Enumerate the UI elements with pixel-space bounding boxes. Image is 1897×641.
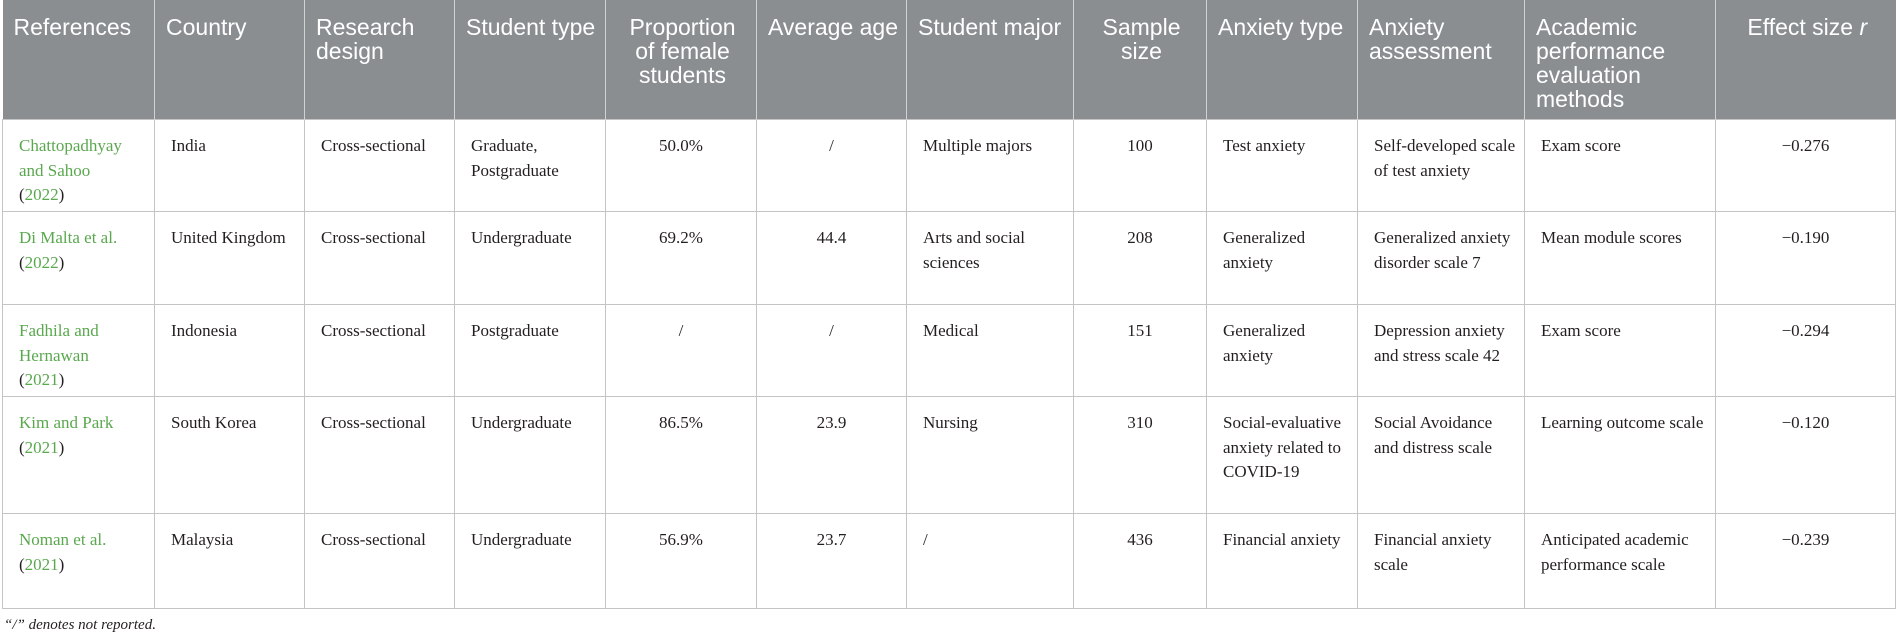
effect-size-cell: −0.120: [1716, 397, 1896, 514]
effect-size-cell: −0.294: [1716, 305, 1896, 397]
major-cell: Arts and social sciences: [907, 212, 1074, 305]
evaluation-cell: Exam score: [1525, 120, 1716, 212]
country-cell: United Kingdom: [155, 212, 305, 305]
student-type-cell: Undergraduate: [455, 212, 606, 305]
design-cell: Cross-sectional: [305, 305, 455, 397]
header-row: [3, 0, 1896, 120]
col-header-student-type: Student type: [455, 0, 606, 120]
anxiety-assessment-cell: Financial anxiety scale: [1358, 514, 1525, 609]
evaluation-cell: Anticipated academic performance scale: [1525, 514, 1716, 609]
reference-cell: Fadhila and Hernawan (2021): [3, 305, 155, 397]
col-header-anxiety-type: Anxiety type: [1207, 0, 1358, 120]
reference-link[interactable]: Fadhila and Hernawan: [19, 321, 99, 365]
col-header-evaluation-methods: Academic performance evaluation methods: [1525, 0, 1716, 120]
col-header-student-major: Student major: [907, 0, 1074, 120]
female-proportion-cell: /: [606, 305, 757, 397]
major-cell: /: [907, 514, 1074, 609]
col-header-research-design: Research design: [305, 0, 455, 120]
sample-size-cell: 151: [1074, 305, 1207, 397]
anxiety-assessment-cell: Social Avoidance and distress scale: [1358, 397, 1525, 514]
table-row: [3, 120, 1896, 212]
sample-size-cell: 310: [1074, 397, 1207, 514]
reference-year-link[interactable]: 2021: [24, 554, 59, 574]
table-row: [3, 305, 1896, 397]
table-footnote: “/” denotes not reported.: [4, 617, 156, 633]
design-cell: Cross-sectional: [305, 397, 455, 514]
major-cell: Multiple majors: [907, 120, 1074, 212]
anxiety-type-cell: Test anxiety: [1207, 120, 1358, 212]
table-row: [3, 397, 1896, 514]
anxiety-assessment-cell: Generalized anxiety disorder scale 7: [1358, 212, 1525, 305]
effect-size-cell: −0.190: [1716, 212, 1896, 305]
col-header-country: Country: [155, 0, 305, 120]
major-cell: Nursing: [907, 397, 1074, 514]
reference-link[interactable]: Chattopadhyay and Sahoo: [19, 136, 122, 180]
reference-cell: Noman et al. (2021): [3, 514, 155, 609]
student-type-cell: Postgraduate: [455, 305, 606, 397]
col-header-anxiety-assessment: Anxiety assessment: [1358, 0, 1525, 120]
anxiety-assessment-cell: Depression anxiety and stress scale 42: [1358, 305, 1525, 397]
anxiety-type-cell: Generalized anxiety: [1207, 305, 1358, 397]
reference-link[interactable]: Kim and Park: [19, 413, 114, 432]
table-row: [3, 514, 1896, 609]
design-cell: Cross-sectional: [305, 212, 455, 305]
sample-size-cell: 100: [1074, 120, 1207, 212]
country-cell: Malaysia: [155, 514, 305, 609]
effect-size-label: Effect size: [1747, 14, 1854, 40]
reference-cell: Di Malta et al. (2022): [3, 212, 155, 305]
major-cell: Medical: [907, 305, 1074, 397]
table-row: [3, 212, 1896, 305]
col-header-references: References: [3, 0, 155, 120]
reference-link[interactable]: Noman et al.: [19, 530, 107, 549]
student-type-cell: Graduate, Postgraduate: [455, 120, 606, 212]
female-proportion-cell: 69.2%: [606, 212, 757, 305]
reference-cell: Chattopadhyay and Sahoo (2022): [3, 120, 155, 212]
studies-table: [2, 0, 1896, 609]
col-header-average-age: Average age: [757, 0, 907, 120]
student-type-cell: Undergraduate: [455, 514, 606, 609]
average-age-cell: /: [757, 305, 907, 397]
anxiety-type-cell: Generalized anxiety: [1207, 212, 1358, 305]
female-proportion-cell: 50.0%: [606, 120, 757, 212]
effect-size-symbol: r: [1859, 14, 1868, 40]
country-cell: South Korea: [155, 397, 305, 514]
anxiety-type-cell: Social-evaluative anxiety related to COVID-19: [1207, 397, 1358, 514]
reference-year-link[interactable]: 2021: [24, 370, 59, 389]
country-cell: Indonesia: [155, 305, 305, 397]
evaluation-cell: Exam score: [1525, 305, 1716, 397]
average-age-cell: 44.4: [757, 212, 907, 305]
reference-year-link[interactable]: 2021: [24, 437, 59, 457]
col-header-effect-size: [1716, 0, 1896, 120]
reference-year-link[interactable]: 2022: [24, 185, 59, 204]
female-proportion-cell: 86.5%: [606, 397, 757, 514]
female-proportion-cell: 56.9%: [606, 514, 757, 609]
col-header-sample-size: Sample size: [1074, 0, 1207, 120]
effect-size-cell: −0.276: [1716, 120, 1896, 212]
sample-size-cell: 436: [1074, 514, 1207, 609]
average-age-cell: 23.7: [757, 514, 907, 609]
design-cell: Cross-sectional: [305, 120, 455, 212]
col-header-female-proportion: Proportion of female students: [606, 0, 757, 120]
reference-cell: Kim and Park (2021): [3, 397, 155, 514]
design-cell: Cross-sectional: [305, 514, 455, 609]
effect-size-cell: −0.239: [1716, 514, 1896, 609]
evaluation-cell: Learning outcome scale: [1525, 397, 1716, 514]
anxiety-type-cell: Financial anxiety: [1207, 514, 1358, 609]
reference-link[interactable]: Di Malta et al.: [19, 228, 118, 247]
evaluation-cell: Mean module scores: [1525, 212, 1716, 305]
anxiety-assessment-cell: Self-developed scale of test anxiety: [1358, 120, 1525, 212]
country-cell: India: [155, 120, 305, 212]
average-age-cell: /: [757, 120, 907, 212]
student-type-cell: Undergraduate: [455, 397, 606, 514]
sample-size-cell: 208: [1074, 212, 1207, 305]
average-age-cell: 23.9: [757, 397, 907, 514]
reference-year-link[interactable]: 2022: [24, 252, 59, 272]
